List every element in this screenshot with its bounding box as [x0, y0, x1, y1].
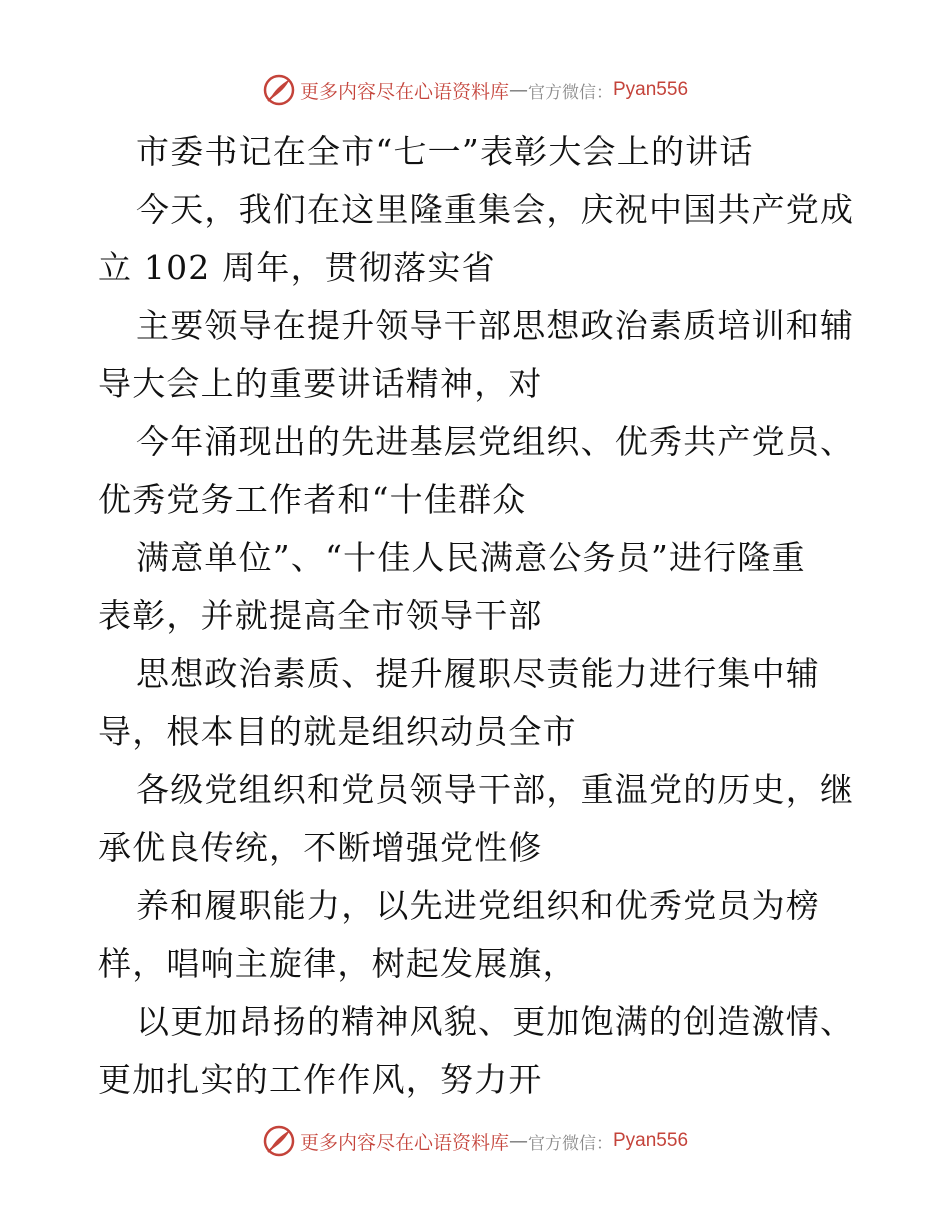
- title-line: 市委书记在全市“七一”表彰大会上的讲话: [136, 132, 754, 171]
- paragraph-line: 养和履职能力，以先进党组织和优秀党员为榜: [136, 886, 820, 925]
- paragraph-line: 导大会上的重要讲话精神，对: [98, 364, 543, 403]
- paragraph-line: 优秀党务工作者和“十佳群众: [98, 480, 527, 519]
- paragraph: [98, 413, 858, 529]
- paragraph-line: 承优良传统，不断增强党性修: [98, 828, 543, 867]
- watermark-wechat-id: Pyan556: [613, 1130, 689, 1151]
- paragraph: [98, 993, 858, 1109]
- paragraph-line: 思想政治素质、提升履职尽责能力进行集中辅: [136, 654, 820, 693]
- footer-watermark: [0, 1123, 950, 1159]
- paragraph: [98, 645, 858, 761]
- watermark-separator: —: [509, 79, 528, 101]
- paragraph: [98, 761, 858, 877]
- paragraph-line: 主要领导在提升领导干部思想政治素质培训和辅: [136, 306, 855, 345]
- paragraph-line: 更加扎实的工作作风，努力开: [98, 1060, 543, 1099]
- paragraph-line: 表彰，并就提高全市领导干部: [98, 596, 543, 635]
- quill-logo-icon: [262, 73, 296, 107]
- document-title: [98, 123, 858, 181]
- watermark-separator: —: [509, 1130, 528, 1152]
- paragraph: [98, 529, 858, 645]
- paragraph-line: 各级党组织和党员领导干部，重温党的历史，继: [136, 770, 855, 809]
- watermark-label: 官方微信：: [528, 1133, 613, 1154]
- paragraph-line: 满意单位”、“十佳人民满意公务员”进行隆重: [136, 538, 806, 577]
- paragraph-line: 立 102 周年，贯彻落实省: [98, 248, 496, 287]
- watermark-label: 官方微信：: [528, 82, 613, 103]
- paragraph-line: 今年涌现出的先进基层党组织、优秀共产党员、: [136, 422, 855, 461]
- paragraph-line: 样，唱响主旋律，树起发展旗，: [98, 944, 577, 983]
- paragraph-line: 今天，我们在这里隆重集会，庆祝中国共产党成: [136, 190, 855, 229]
- paragraph: [98, 877, 858, 993]
- header-watermark: [0, 72, 950, 108]
- paragraph: [98, 297, 858, 413]
- watermark-site-text: 更多内容尽在心语资料库: [299, 1131, 509, 1154]
- paragraph-line: 以更加昂扬的精神风貌、更加饱满的创造激情、: [136, 1002, 855, 1041]
- watermark-wechat-id: Pyan556: [613, 79, 689, 100]
- paragraph: [98, 181, 858, 297]
- watermark-site-text: 更多内容尽在心语资料库: [299, 80, 509, 103]
- document-body: [98, 123, 858, 1109]
- paragraph-line: 导，根本目的就是组织动员全市: [98, 712, 577, 751]
- quill-logo-icon: [262, 1124, 296, 1158]
